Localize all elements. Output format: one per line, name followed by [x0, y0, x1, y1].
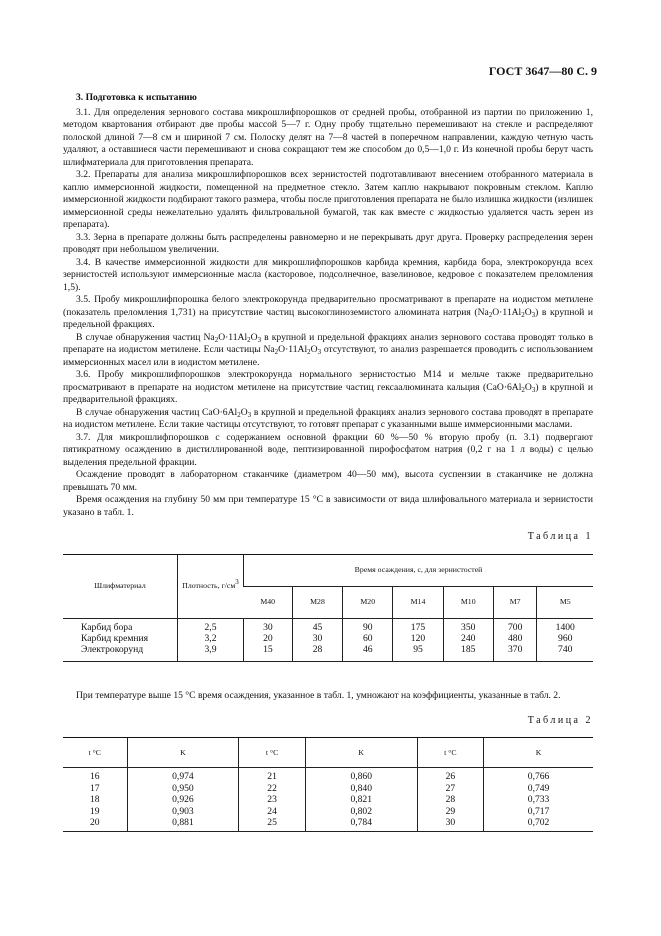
- table2-column: 26 27 28 29 30: [417, 768, 484, 832]
- table1-value-cell: 175 120 95: [393, 618, 443, 662]
- section-title: 3. Подготовка к испытанию: [76, 92, 197, 103]
- table1-header-grit: М20: [343, 586, 393, 618]
- table2-column: 0,860 0,840 0,821 0,802 0,784: [305, 768, 417, 832]
- table1-caption: Таблица 1: [527, 531, 593, 542]
- table1-value-cell: 90 60 46: [343, 618, 393, 662]
- table1-material: Карбид кремния: [81, 632, 149, 644]
- table2-column: 21 22 23 24 25: [239, 768, 306, 832]
- table1-header-grit: М28: [292, 586, 342, 618]
- table1-value-cell: 700 480 370: [493, 618, 537, 662]
- table1-header-grit: М14: [393, 586, 443, 618]
- table2-column: 0,766 0,749 0,733 0,717 0,702: [484, 768, 593, 832]
- formula-sodium-aluminate: $Na_2O\cdot 11Al_2O_3$: [203, 331, 262, 344]
- formula-calcium-hexaaluminate: $CaO\cdot 6Al_2O_3$: [486, 381, 536, 394]
- table2-column: 16 17 18 19 20: [63, 768, 127, 832]
- formula-sodium-aluminate: $Na_2O\cdot 11Al_2O_3$: [477, 306, 536, 319]
- paragraph-3-6: 3.6. Пробу микрошлифпорошков электрокорунда нормального зернистостью М14 и мельче также предварительно просматривают в препарате на иодистом метилене на присутствие частиц гексаалюмината кальция $(CaO\cdot 6Al_2O_3)$ в крупной и предварительной фракциях.: [63, 369, 593, 405]
- table1-header-material: Шлифматериал: [63, 554, 178, 618]
- table1-header-density: Плотность, $г/см^3$: [178, 554, 244, 618]
- table1-value-cell: 350 240 185: [443, 618, 493, 662]
- table2-header: t °С: [63, 738, 127, 768]
- table1-header-grit: М40: [244, 586, 293, 618]
- paragraph-3-7: 3.7. Для микрошлифпорошков с содержанием основной фракции 60 %—50 % вторую пробу (п. 3.1) подвергают пятикратному осаждению в дистиллированной воде, пептизированной пирофосфатом натрия (0,2 г на 1 л воды) с целью выделения предельной фракции.: [63, 431, 593, 468]
- table1-value-cell: 30 20 15: [244, 618, 293, 662]
- paragraph-3-5: 3.5. Пробу микрошлифпорошка белого электрокорунда предварительно просматривают в препарате на иодистом метилене (показатель преломления 1,731) на присутствие частиц высокоглиноземистого алюмината натрия $(Na_2O\cdot 11Al_2O_3)$ в крупной и предельной фракциях.: [63, 294, 593, 330]
- table1-value-cell: 1400 960 740: [537, 618, 593, 662]
- table2-header: t °С: [417, 738, 484, 768]
- paragraph-temperature: При температуре выше 15 °С время осаждения, указанное в табл. 1, умножают на коэффициенты, указанные в табл. 2.: [76, 690, 561, 702]
- table1-density-cell: 2,5 3,2 3,9: [178, 618, 244, 662]
- formula-sodium-aluminate: $Na_2O\cdot 11Al_2O_3$: [263, 344, 322, 356]
- paragraph-sedimentation: Осаждение проводят в лабораторном стаканчике (диаметром 40—50 мм), высота суспензии в стаканчике не должна превышать 70 мм.: [63, 469, 593, 493]
- table2-header: K: [484, 738, 593, 768]
- paragraph-3-1: 3.1. Для определения зернового состава микрошлифпорошков от средней пробы, отобранной из партии по приложению 1, методом квартования отбирают две пробы массой 5—7 г. Одну пробу тщательно перемешивают на стекле и распределяют полоской длиной 7—8 см и шириной 7 см. Полоску делят на 7—8 частей в поперечном направлении, каждую четную часть удаляют, а оставшиеся части перемешивают и снова сокращают тем же способом до 0,5—1,0 г. Из конечной пробы берут часть шлифматериала для приготовления препарата.: [63, 106, 593, 168]
- table1-value-cell: 45 30 28: [292, 618, 342, 662]
- table1-material: Электрокорунд: [81, 644, 144, 656]
- table2-header: t °С: [239, 738, 306, 768]
- table2-header: K: [305, 738, 417, 768]
- page-header: ГОСТ 3647—80 С. 9: [488, 64, 597, 78]
- table2-header: K: [127, 738, 239, 768]
- table1-header-grit: М10: [443, 586, 493, 618]
- paragraph-3-6-cont: В случае обнаружения частиц $CaO\cdot 6Al_2O_3$ в крупной и предельной фракциях анализ зернового состава проводят в препарате на иодистом метилене. Если такие частицы отсутствуют, то готовят препарат с указанными выше иммерсионными маслами.: [63, 406, 593, 430]
- table2-column: 0,974 0,950 0,926 0,903 0,881: [127, 768, 239, 832]
- table1-header-grit: М7: [493, 586, 537, 618]
- paragraph-3-4: 3.4. В качестве иммерсионной жидкости для микрошлифпорошков карбида кремния, карбида бора, электрокорунда всех зернистостей используют иммерсионные масла (касторовое, подсолнечное, вазелиновое, кедровое с показателем преломления 1,5).: [63, 256, 593, 293]
- document-body: [63, 92, 593, 832]
- table1-body-row: [63, 618, 593, 662]
- paragraph-sedimentation-time: Время осаждения на глубину 50 мм при температуре 15 °С в зависимости от вида шлифовального материала и зернистости указано в табл. 1.: [63, 494, 593, 518]
- paragraph-3-3: 3.3. Зерна в препарате должны быть распределены равномерно и не перекрывать друг друга. Проверку распределения зерен проводят при небольшом увеличении.: [63, 231, 593, 255]
- table2: [63, 737, 593, 832]
- table1: [63, 554, 593, 663]
- formula-calcium-hexaaluminate: $CaO\cdot 6Al_2O_3$: [202, 406, 252, 419]
- paragraph-3-2: 3.2. Препараты для анализа микрошлифпорошков всех зернистостей подготавливают внесением отобранного материала в каплю иммерсионной жидкости, помещенной на предметное стекло. Затем каплю накрывают покровным стеклом. Каплю иммерсионной жидкости подбирают такого размера, чтобы после приготовления препарата не было излишка жидкости (излишек иммерсионной среды нежелательно удалять фильтровальной бумагой, так как вместе с жидкостью удаляется часть зерен из препарата).: [63, 169, 593, 230]
- table1-material: Карбид бора: [81, 621, 133, 633]
- table1-header-grit: М5: [537, 586, 593, 618]
- paragraph-3-5-cont: В случае обнаружения частиц $Na_2O\cdot 11Al_2O_3$ в крупной и предельной фракциях анализ зернового состава проводят только в препарате на иодистом метилене. Если частицы $Na_2O\cdot 11Al_2O_3$ отсутствуют, то анализ разрешается проводить с использованием иммерсионных масел или в иодистом метилене.: [63, 331, 593, 368]
- table1-materials-cell: [63, 618, 178, 662]
- table2-body-row: [63, 768, 593, 832]
- table2-caption: Таблица 2: [527, 714, 593, 726]
- table1-header-time: Время осаждения, с, для зернистостей: [244, 554, 594, 586]
